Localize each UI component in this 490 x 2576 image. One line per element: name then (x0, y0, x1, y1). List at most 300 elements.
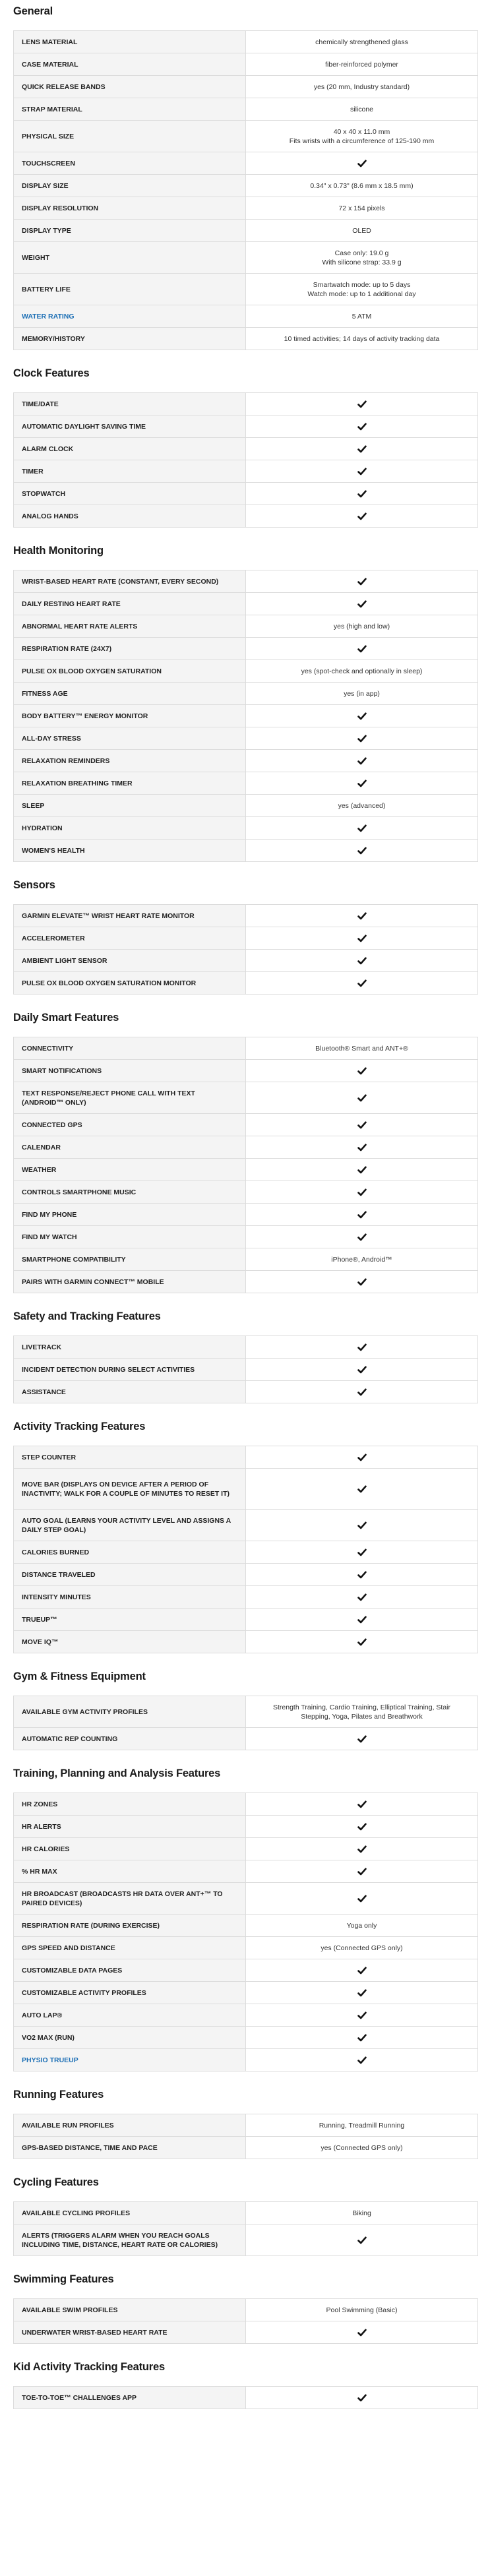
spec-value (246, 1159, 478, 1181)
spec-label: SLEEP (14, 795, 246, 817)
checkmark-icon (357, 1638, 367, 1647)
checkmark-icon (357, 1570, 367, 1579)
spec-value-line: iPhone®, Android™ (331, 1255, 392, 1264)
spec-value (246, 121, 478, 152)
spec-row (14, 2137, 478, 2159)
checkmark-icon (357, 1277, 367, 1287)
spec-label: TIMER (14, 460, 246, 483)
spec-row (14, 1082, 478, 1114)
spec-value (246, 1037, 478, 1060)
checkmark-icon (357, 1800, 367, 1809)
spec-label: AVAILABLE CYCLING PROFILES (14, 2202, 246, 2224)
spec-label: INTENSITY MINUTES (14, 1586, 246, 1609)
spec-row (14, 242, 478, 274)
checkmark-icon (357, 2033, 367, 2042)
spec-label: HYDRATION (14, 817, 246, 840)
spec-value (246, 817, 478, 840)
spec-row (14, 1564, 478, 1586)
checkmark-icon (357, 599, 367, 609)
spec-label: FIND MY WATCH (14, 1226, 246, 1248)
spec-label: WEIGHT (14, 242, 246, 274)
section-title: Cycling Features (13, 2176, 99, 2188)
checkmark-icon (357, 1388, 367, 1397)
spec-value-line: Running, Treadmill Running (319, 2121, 405, 2130)
spec-label: ACCELEROMETER (14, 927, 246, 950)
checkmark-icon (357, 1165, 367, 1175)
section-safety-and-tracking-features (13, 1305, 478, 1415)
spec-label: LIVETRACK (14, 1336, 246, 1359)
spec-value (246, 505, 478, 528)
spec-label: PHYSICAL SIZE (14, 121, 246, 152)
checkmark-icon (357, 1988, 367, 1998)
checkmark-icon (357, 911, 367, 921)
spec-row (14, 1181, 478, 1204)
checkmark-icon (357, 489, 367, 499)
checkmark-icon (357, 2011, 367, 2020)
spec-label: ALARM CLOCK (14, 438, 246, 460)
checkmark-icon (357, 1233, 367, 1242)
spec-label: ALL-DAY STRESS (14, 727, 246, 750)
spec-table (13, 30, 478, 350)
spec-table (13, 2298, 478, 2344)
spec-row (14, 1959, 478, 1982)
spec-value (246, 328, 478, 350)
spec-row (14, 1793, 478, 1816)
section-kid-activity-tracking-features (13, 2356, 478, 2421)
spec-value-line: fiber-reinforced polymer (325, 60, 398, 69)
spec-value (246, 1609, 478, 1631)
spec-value (246, 570, 478, 593)
spec-row (14, 1226, 478, 1248)
spec-value (246, 1793, 478, 1816)
spec-value-line: yes (high and low) (333, 622, 390, 630)
section-title: Running Features (13, 2089, 104, 2101)
spec-label: HR ALERTS (14, 1816, 246, 1838)
spec-row (14, 1359, 478, 1381)
spec-value (246, 1915, 478, 1937)
section-title: Gym & Fitness Equipment (13, 1671, 146, 1682)
spec-label: TOUCHSCREEN (14, 152, 246, 175)
spec-value (246, 705, 478, 727)
spec-label: INCIDENT DETECTION DURING SELECT ACTIVITIES (14, 1359, 246, 1381)
spec-row (14, 1609, 478, 1631)
spec-value (246, 1381, 478, 1403)
checkmark-icon (357, 712, 367, 721)
spec-value-line: Bluetooth® Smart and ANT+® (315, 1044, 408, 1053)
spec-value-line: Strength Training, Cardio Training, Elliptical Training, Stair Stepping, Yoga, Pilates and Breathwork (272, 1703, 451, 1721)
spec-table (13, 1696, 478, 1750)
spec-label: AVAILABLE GYM ACTIVITY PROFILES (14, 1696, 246, 1728)
spec-value-line: Smartwatch mode: up to 5 days (313, 280, 411, 289)
spec-label: MEMORY/HISTORY (14, 328, 246, 350)
spec-value (246, 1937, 478, 1959)
spec-label: ANALOG HANDS (14, 505, 246, 528)
spec-value (246, 1631, 478, 1653)
spec-value (246, 2224, 478, 2256)
section-title: Clock Features (13, 367, 90, 379)
spec-row (14, 1816, 478, 1838)
checkmark-icon (357, 1734, 367, 1744)
spec-row (14, 1336, 478, 1359)
spec-row (14, 1982, 478, 2004)
spec-table (13, 2201, 478, 2256)
spec-label: PULSE OX BLOOD OXYGEN SATURATION (14, 660, 246, 683)
section-title: Health Monitoring (13, 545, 104, 557)
spec-label: TEXT RESPONSE/REJECT PHONE CALL WITH TEXT (ANDROID™ ONLY) (14, 1082, 246, 1114)
spec-table (13, 1446, 478, 1653)
spec-value (246, 1838, 478, 1860)
checkmark-icon (357, 979, 367, 988)
checkmark-icon (357, 846, 367, 855)
spec-value (246, 1359, 478, 1381)
checkmark-icon (357, 159, 367, 168)
spec-value (246, 1696, 478, 1728)
spec-label: CUSTOMIZABLE DATA PAGES (14, 1959, 246, 1982)
checkmark-icon (357, 1548, 367, 1557)
spec-row (14, 1159, 478, 1181)
checkmark-icon (357, 644, 367, 654)
section-gym-fitness-equipment (13, 1665, 478, 1762)
checkmark-icon (357, 512, 367, 521)
spec-value (246, 1860, 478, 1883)
checkmark-icon (357, 1143, 367, 1152)
spec-label: % HR MAX (14, 1860, 246, 1883)
spec-row (14, 795, 478, 817)
spec-value (246, 1181, 478, 1204)
spec-row (14, 76, 478, 98)
spec-value (246, 615, 478, 638)
spec-row (14, 1060, 478, 1082)
checkmark-icon (357, 1521, 367, 1530)
spec-value (246, 1564, 478, 1586)
section-title: Sensors (13, 879, 55, 891)
spec-label: ABNORMAL HEART RATE ALERTS (14, 615, 246, 638)
spec-label: CUSTOMIZABLE ACTIVITY PROFILES (14, 1982, 246, 2004)
checkmark-icon (357, 1120, 367, 1130)
spec-value (246, 2027, 478, 2049)
spec-value (246, 460, 478, 483)
section-title: Daily Smart Features (13, 1012, 119, 1024)
spec-row (14, 1446, 478, 1469)
spec-row (14, 1510, 478, 1541)
section-health-monitoring (13, 539, 478, 874)
spec-value-line: yes (20 mm, Industry standard) (313, 82, 410, 91)
spec-label: CASE MATERIAL (14, 53, 246, 76)
spec-table (13, 392, 478, 528)
spec-table (13, 1793, 478, 2071)
spec-label: UNDERWATER WRIST-BASED HEART RATE (14, 2321, 246, 2344)
spec-label: GPS SPEED AND DISTANCE (14, 1937, 246, 1959)
spec-label: FIND MY PHONE (14, 1204, 246, 1226)
spec-value-line: silicone (350, 105, 374, 113)
spec-row (14, 328, 478, 350)
spec-row (14, 2114, 478, 2137)
spec-row (14, 1696, 478, 1728)
checkmark-icon (357, 1210, 367, 1219)
spec-label: VO2 MAX (RUN) (14, 2027, 246, 2049)
spec-label: TRUEUP™ (14, 1609, 246, 1631)
spec-label: DISPLAY SIZE (14, 175, 246, 197)
section-title: Kid Activity Tracking Features (13, 2361, 165, 2373)
spec-value (246, 483, 478, 505)
checkmark-icon (357, 1894, 367, 1903)
spec-row (14, 197, 478, 220)
checkmark-icon (357, 1485, 367, 1494)
spec-row (14, 1838, 478, 1860)
spec-label: RELAXATION REMINDERS (14, 750, 246, 772)
spec-label: DISPLAY RESOLUTION (14, 197, 246, 220)
spec-row (14, 638, 478, 660)
spec-row (14, 1937, 478, 1959)
spec-row (14, 2049, 478, 2071)
spec-row (14, 1860, 478, 1883)
spec-row (14, 1915, 478, 1937)
spec-row (14, 660, 478, 683)
spec-value (246, 438, 478, 460)
spec-row (14, 972, 478, 995)
spec-label: ALERTS (TRIGGERS ALARM WHEN YOU REACH GOALS INCLUDING TIME, DISTANCE, HEART RATE OR CALORIES) (14, 2224, 246, 2256)
spec-label: SMART NOTIFICATIONS (14, 1060, 246, 1082)
spec-row (14, 2004, 478, 2027)
spec-row (14, 705, 478, 727)
spec-label: STEP COUNTER (14, 1446, 246, 1469)
spec-label: RELAXATION BREATHING TIMER (14, 772, 246, 795)
spec-value-line: yes (spot-check and optionally in sleep) (301, 667, 423, 675)
spec-label: HR BROADCAST (BROADCASTS HR DATA OVER ANT+™ TO PAIRED DEVICES) (14, 1883, 246, 1915)
spec-value-line: Fits wrists with a circumference of 125-190 mm (289, 137, 435, 145)
section-running-features (13, 2083, 478, 2171)
checkmark-icon (357, 2328, 367, 2337)
spec-label: DISPLAY TYPE (14, 220, 246, 242)
spec-value-line: With silicone strap: 33.9 g (322, 258, 402, 266)
checkmark-icon (357, 2393, 367, 2403)
spec-row (14, 615, 478, 638)
spec-row (14, 2224, 478, 2256)
spec-row (14, 121, 478, 152)
spec-label: FITNESS AGE (14, 683, 246, 705)
spec-row (14, 1248, 478, 1271)
spec-label: DAILY RESTING HEART RATE (14, 593, 246, 615)
spec-label: ASSISTANCE (14, 1381, 246, 1403)
spec-value (246, 1082, 478, 1114)
checkmark-icon (357, 1966, 367, 1975)
spec-label: AUTOMATIC DAYLIGHT SAVING TIME (14, 415, 246, 438)
section-activity-tracking-features (13, 1415, 478, 1665)
spec-label: CALENDAR (14, 1136, 246, 1159)
checkmark-icon (357, 467, 367, 476)
spec-value (246, 1446, 478, 1469)
spec-value (246, 683, 478, 705)
spec-row (14, 1136, 478, 1159)
spec-value (246, 2114, 478, 2137)
spec-value (246, 927, 478, 950)
checkmark-icon (357, 1343, 367, 1352)
spec-value (246, 1336, 478, 1359)
spec-label: WOMEN'S HEALTH (14, 840, 246, 862)
spec-value-line: OLED (352, 226, 371, 235)
spec-row (14, 1586, 478, 1609)
spec-row (14, 750, 478, 772)
checkmark-icon (357, 1593, 367, 1602)
spec-row (14, 1271, 478, 1293)
section-title: Safety and Tracking Features (13, 1310, 161, 1322)
checkmark-icon (357, 1867, 367, 1876)
spec-label: BODY BATTERY™ ENERGY MONITOR (14, 705, 246, 727)
spec-row (14, 1728, 478, 1750)
section-cycling-features (13, 2171, 478, 2268)
spec-value-line: Yoga only (346, 1921, 377, 1930)
checkmark-icon (357, 956, 367, 966)
checkmark-icon (357, 1365, 367, 1374)
checkmark-icon (357, 756, 367, 766)
spec-value (246, 2137, 478, 2159)
spec-value (246, 795, 478, 817)
spec-row (14, 2321, 478, 2344)
spec-value-line: Biking (352, 2209, 371, 2217)
spec-value (246, 1586, 478, 1609)
spec-row (14, 683, 478, 705)
spec-row (14, 31, 478, 53)
spec-label: CONNECTIVITY (14, 1037, 246, 1060)
spec-row (14, 483, 478, 505)
spec-value (246, 750, 478, 772)
spec-label[interactable]: PHYSIO TRUEUP (14, 2049, 246, 2071)
checkmark-icon (357, 1066, 367, 1076)
spec-value (246, 1510, 478, 1541)
spec-label: CALORIES BURNED (14, 1541, 246, 1564)
checkmark-icon (357, 400, 367, 409)
spec-label: PAIRS WITH GARMIN CONNECT™ MOBILE (14, 1271, 246, 1293)
section-swimming-features (13, 2268, 478, 2356)
spec-label: AMBIENT LIGHT SENSOR (14, 950, 246, 972)
spec-value (246, 2049, 478, 2071)
spec-value (246, 1271, 478, 1293)
spec-label: MOVE BAR (DISPLAYS ON DEVICE AFTER A PERIOD OF INACTIVITY; WALK FOR A COUPLE OF MINUTES TO RESET IT) (14, 1469, 246, 1510)
spec-value-line: 72 x 154 pixels (338, 204, 385, 212)
spec-value-line: chemically strengthened glass (315, 38, 408, 46)
spec-label: AUTO GOAL (LEARNS YOUR ACTIVITY LEVEL AND ASSIGNS A DAILY STEP GOAL) (14, 1510, 246, 1541)
checkmark-icon (357, 2056, 367, 2065)
spec-value (246, 415, 478, 438)
spec-row (14, 438, 478, 460)
spec-row (14, 305, 478, 328)
spec-label: GPS-BASED DISTANCE, TIME AND PACE (14, 2137, 246, 2159)
spec-label[interactable]: WATER RATING (14, 305, 246, 328)
checkmark-icon (357, 1093, 367, 1103)
spec-label: QUICK RELEASE BANDS (14, 76, 246, 98)
checkmark-icon (357, 2236, 367, 2245)
spec-table (13, 1037, 478, 1293)
spec-value (246, 660, 478, 683)
spec-value (246, 2004, 478, 2027)
spec-value-line: yes (Connected GPS only) (321, 2143, 403, 2152)
spec-row (14, 1204, 478, 1226)
spec-value-line: 0.34" x 0.73" (8.6 mm x 18.5 mm) (310, 181, 413, 190)
spec-table (13, 570, 478, 862)
spec-value-line: Pool Swimming (Basic) (326, 2306, 398, 2314)
spec-table (13, 2114, 478, 2159)
spec-value-line: 40 x 40 x 11.0 mm (333, 127, 390, 136)
spec-value (246, 772, 478, 795)
spec-row (14, 1631, 478, 1653)
checkmark-icon (357, 824, 367, 833)
spec-label: GARMIN ELEVATE™ WRIST HEART RATE MONITOR (14, 905, 246, 927)
spec-value (246, 905, 478, 927)
section-title: Swimming Features (13, 2273, 114, 2285)
spec-value (246, 2321, 478, 2344)
spec-value-line: Case only: 19.0 g (334, 249, 389, 257)
spec-value (246, 638, 478, 660)
spec-value (246, 305, 478, 328)
spec-row (14, 927, 478, 950)
spec-value (246, 972, 478, 995)
spec-value-line: yes (advanced) (338, 801, 386, 810)
spec-value (246, 593, 478, 615)
spec-label: SMARTPHONE COMPATIBILITY (14, 1248, 246, 1271)
section-sensors (13, 874, 478, 1006)
spec-value-line: 10 timed activities; 14 days of activity tracking data (284, 334, 440, 343)
spec-label: RESPIRATION RATE (24X7) (14, 638, 246, 660)
spec-row (14, 152, 478, 175)
spec-value (246, 1982, 478, 2004)
spec-value (246, 950, 478, 972)
spec-label: MOVE IQ™ (14, 1631, 246, 1653)
spec-value (246, 197, 478, 220)
spec-value (246, 1883, 478, 1915)
spec-value (246, 393, 478, 415)
checkmark-icon (357, 1615, 367, 1624)
spec-value (246, 76, 478, 98)
spec-value (246, 1226, 478, 1248)
spec-row (14, 593, 478, 615)
spec-value (246, 1469, 478, 1510)
spec-row (14, 817, 478, 840)
spec-value (246, 2387, 478, 2409)
spec-label: BATTERY LIFE (14, 274, 246, 305)
spec-label: WEATHER (14, 1159, 246, 1181)
spec-row (14, 950, 478, 972)
spec-value-line: yes (in app) (344, 689, 380, 698)
spec-row (14, 1381, 478, 1403)
spec-label: LENS MATERIAL (14, 31, 246, 53)
checkmark-icon (357, 1845, 367, 1854)
spec-value-line: yes (Connected GPS only) (321, 1944, 403, 1952)
checkmark-icon (357, 1453, 367, 1462)
spec-table (13, 1335, 478, 1403)
spec-row (14, 1883, 478, 1915)
spec-value (246, 2299, 478, 2321)
spec-row (14, 274, 478, 305)
spec-row (14, 2299, 478, 2321)
spec-row (14, 53, 478, 76)
spec-label: RESPIRATION RATE (DURING EXERCISE) (14, 1915, 246, 1937)
spec-row (14, 727, 478, 750)
spec-table (13, 2386, 478, 2409)
spec-row (14, 570, 478, 593)
spec-row (14, 415, 478, 438)
spec-value (246, 1114, 478, 1136)
section-title: General (13, 5, 53, 17)
spec-row (14, 2202, 478, 2224)
spec-row (14, 460, 478, 483)
spec-value-line: 5 ATM (352, 312, 372, 321)
spec-label: STOPWATCH (14, 483, 246, 505)
spec-value (246, 1204, 478, 1226)
spec-label: AVAILABLE RUN PROFILES (14, 2114, 246, 2137)
spec-row (14, 2387, 478, 2409)
spec-label: HR CALORIES (14, 1838, 246, 1860)
checkmark-icon (357, 934, 367, 943)
